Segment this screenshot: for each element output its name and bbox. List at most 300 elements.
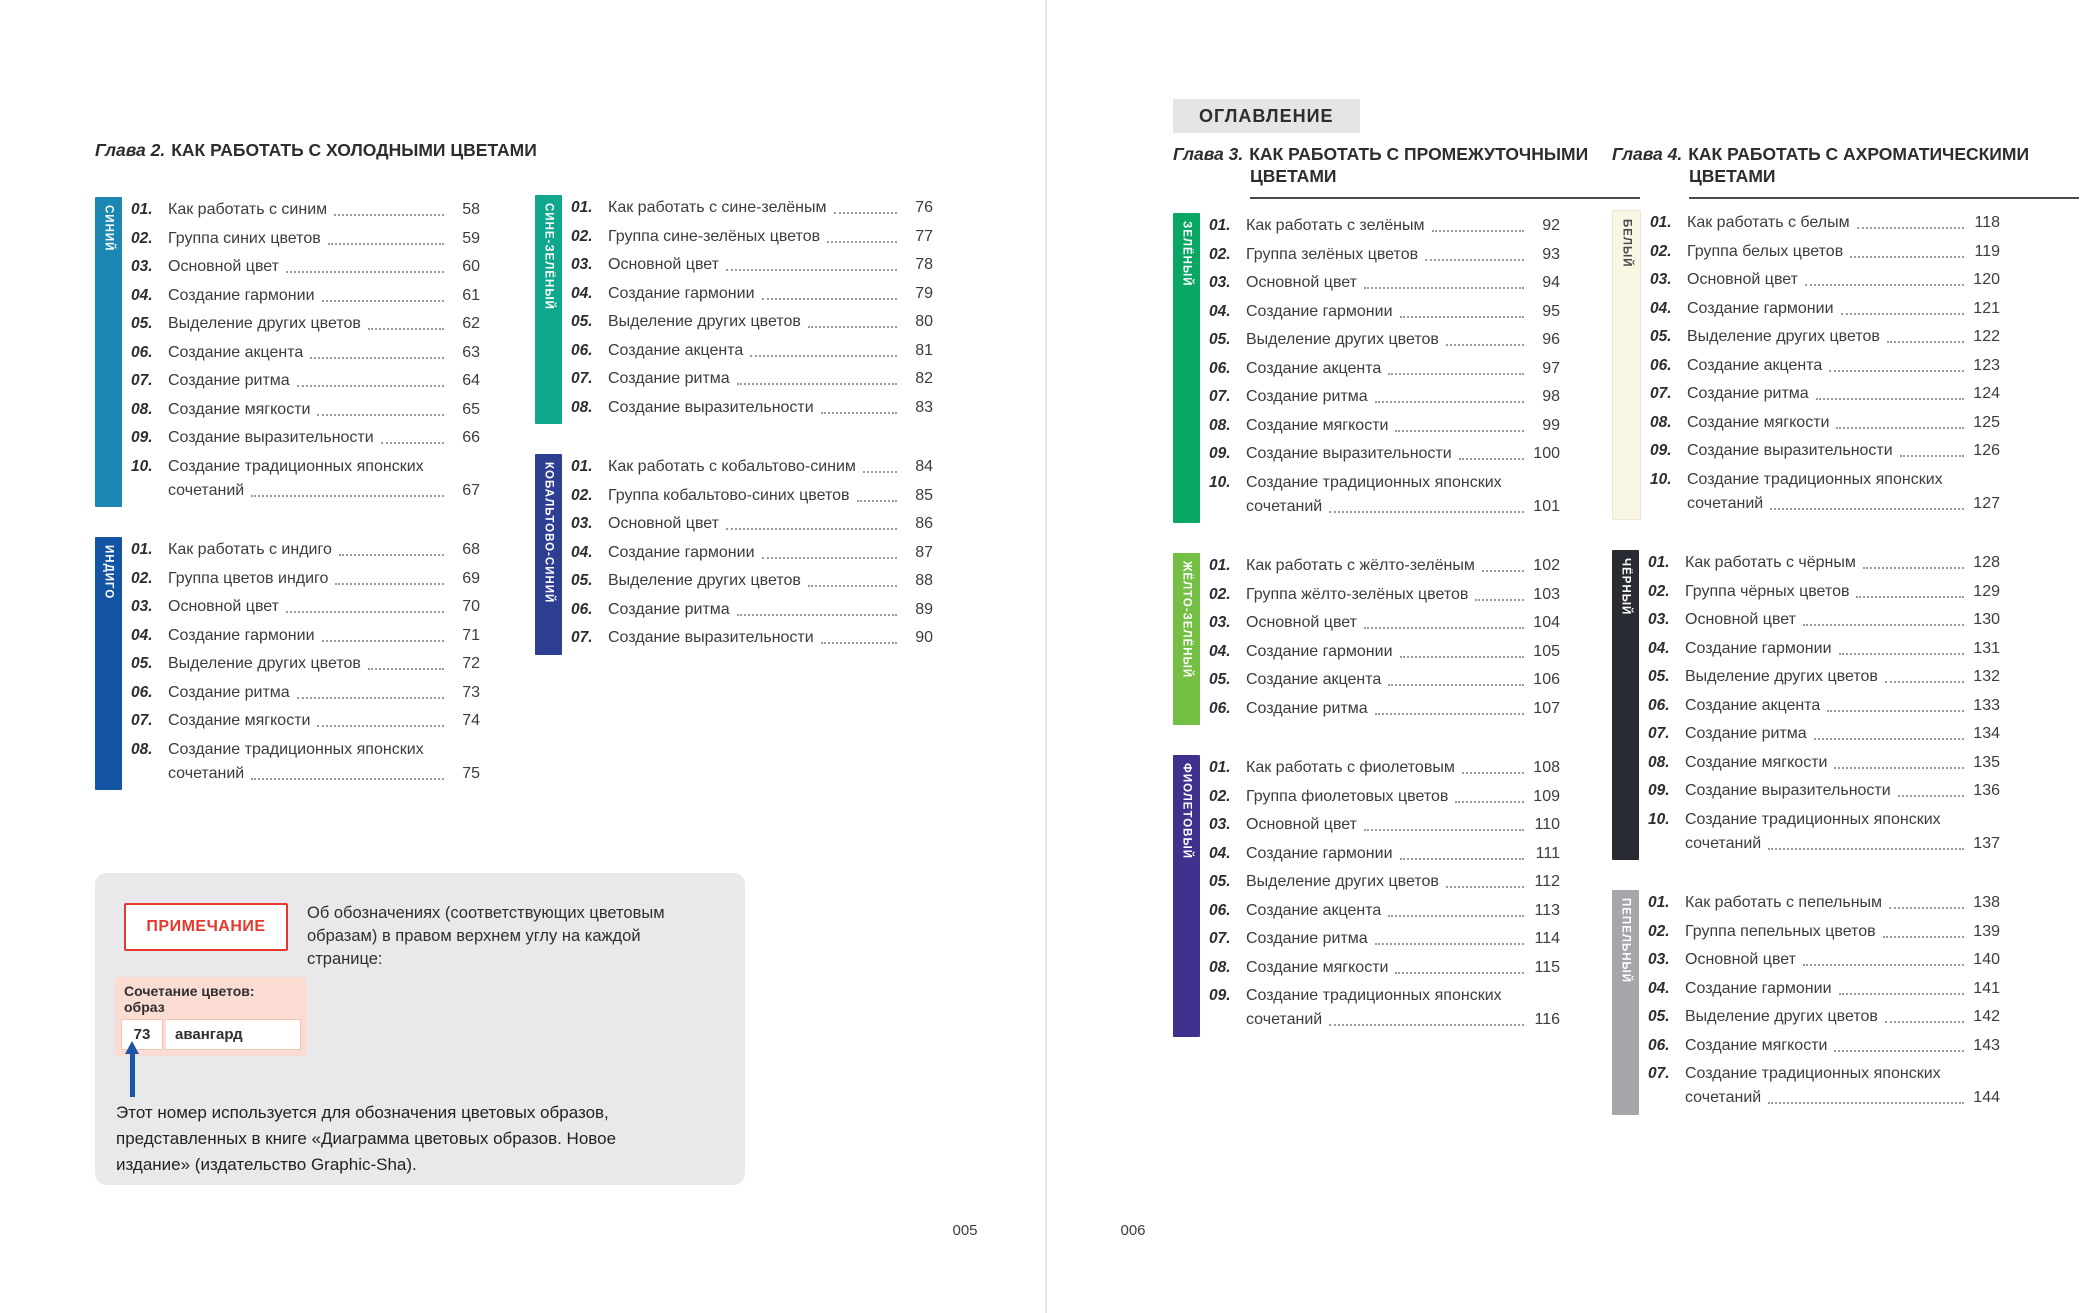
toc-item-text: Создание акцента — [1685, 696, 1821, 714]
toc-item — [1209, 640, 1560, 664]
toc-item-number: 03. — [131, 258, 153, 275]
dot-leader — [1834, 767, 1964, 769]
toc-item-line — [1685, 694, 2000, 718]
dot-leader — [1900, 455, 1964, 457]
toc-item-body — [608, 541, 933, 565]
section-tab-siniy — [95, 197, 122, 507]
toc-item-body — [608, 282, 933, 306]
toc-item-line — [1687, 354, 2000, 378]
toc-item-text: Создание выразительности — [1246, 445, 1452, 462]
toc-item-text: Создание мягкости — [1246, 416, 1389, 434]
toc-item-number: 10. — [1650, 470, 1672, 488]
dot-leader — [737, 614, 897, 616]
dot-leader — [1375, 713, 1524, 715]
dot-leader — [1803, 624, 1964, 626]
toc-section-zhelto-zeleny — [1173, 553, 1560, 725]
toc-item-body — [608, 310, 933, 334]
toc-item-page: 114 — [1534, 930, 1560, 947]
toc-item-page: 136 — [1973, 782, 2000, 799]
dot-leader — [286, 611, 444, 613]
toc-item-number: 04. — [571, 543, 593, 561]
dot-leader — [857, 500, 898, 502]
toc-item-text: Группа чёрных цветов — [1685, 582, 1850, 600]
toc-item-text: Как работать с фиолетовым — [1246, 759, 1455, 776]
toc-item-page: 62 — [462, 315, 480, 332]
toc-item-line — [608, 196, 933, 220]
toc-item — [1648, 1062, 2000, 1110]
toc-item-line — [1687, 411, 2000, 435]
toc-item-body — [1687, 411, 2000, 435]
toc-item — [1650, 211, 2000, 235]
toc-item — [1209, 697, 1560, 721]
toc-item — [571, 310, 933, 334]
toc-item-body — [1685, 891, 2000, 915]
toc-item-text: Основной цвет — [1685, 611, 1796, 628]
toc-item-line — [168, 681, 480, 705]
toc-item-body — [608, 512, 933, 536]
toc-item-number: 03. — [1648, 951, 1670, 968]
toc-item-line2 — [1246, 1008, 1560, 1032]
toc-item-page: 59 — [462, 229, 480, 247]
dot-leader — [834, 212, 897, 214]
dot-leader — [863, 471, 897, 473]
toc-item-page: 134 — [1973, 725, 2000, 742]
toc-item-body — [1687, 382, 2000, 406]
toc-item-number: 05. — [1209, 671, 1231, 688]
note-box — [95, 873, 745, 1185]
toc-item-line — [608, 484, 933, 508]
dot-leader — [251, 778, 444, 780]
toc-item-text: Выделение других цветов — [1685, 1008, 1878, 1025]
toc-item-page: 111 — [1535, 844, 1560, 862]
dot-leader — [821, 642, 897, 644]
toc-item — [571, 225, 933, 249]
section-tab-kobaltovo-siniy — [535, 454, 562, 655]
toc-item — [131, 455, 480, 503]
toc-item-line — [608, 598, 933, 622]
toc-item-page: 138 — [1973, 894, 2000, 911]
sample-text-cell: авангард — [166, 1019, 301, 1050]
toc-item-text: Основной цвет — [1246, 816, 1357, 833]
toc-item-text: Создание выразительности — [1685, 782, 1891, 799]
section-tab-label: ЖЁЛТО-ЗЕЛЁНЫЙ — [1180, 561, 1193, 679]
toc-item-number: 03. — [571, 256, 593, 273]
toc-item-line — [1685, 722, 2000, 746]
toc-item-page: 106 — [1533, 671, 1560, 688]
toc-item-number: 05. — [1650, 328, 1672, 345]
toc-item — [1650, 354, 2000, 378]
toc-item-text: Как работать с синим — [168, 201, 328, 218]
toc-item-line — [608, 225, 933, 249]
toc-item — [1650, 439, 2000, 463]
toc-item-number: 06. — [1650, 356, 1672, 374]
toc-item-page: 127 — [1973, 494, 2000, 512]
toc-item-number: 03. — [571, 515, 593, 532]
toc-item-number: 03. — [1648, 611, 1670, 628]
toc-item-page: 70 — [462, 598, 480, 615]
toc-item-line2 — [1685, 832, 2000, 856]
toc-item-line2 — [168, 479, 480, 503]
toc-item-body — [168, 341, 480, 365]
toc-item — [1209, 870, 1560, 894]
toc-item-body — [1246, 243, 1560, 267]
toc-item-number: 09. — [131, 429, 153, 446]
toc-item-body — [168, 738, 480, 786]
toc-item-line — [1687, 382, 2000, 406]
dot-leader — [1816, 398, 1964, 400]
toc-section-fioletovy — [1173, 755, 1560, 1037]
toc-item-page: 71 — [462, 626, 480, 644]
toc-item — [131, 538, 480, 562]
toc-item-text: Создание акцента — [168, 343, 304, 361]
toc-item-number: 06. — [571, 600, 593, 618]
dot-leader — [1863, 567, 1964, 569]
dot-leader — [297, 697, 444, 699]
toc-item-line — [1687, 211, 2000, 235]
dot-leader — [1459, 458, 1524, 460]
section-tab-label: ИНДИГО — [102, 545, 115, 600]
toc-item-body — [1246, 357, 1560, 381]
toc-item — [1648, 1034, 2000, 1058]
toc-section-sine-zeleny — [535, 195, 933, 424]
toc-item-number: 03. — [1209, 614, 1231, 631]
toc-item-body — [1246, 984, 1560, 1032]
toc-item-number: 04. — [131, 626, 153, 644]
color-combination-sample — [115, 977, 307, 1056]
note-description: Этот номер используется для обозначения цветовых образов, представленных в книге «Диаграмма цветовых образов. Новое издание» (издательство Graphic-Sha). — [116, 1103, 617, 1174]
toc-item-line — [168, 198, 480, 222]
toc-item-number: 04. — [571, 284, 593, 302]
toc-item-text: Как работать с жёлто-зелёным — [1246, 557, 1475, 574]
toc-item-line — [168, 624, 480, 648]
toc-item-number: 01. — [131, 541, 153, 558]
toc-item-page: 137 — [1973, 834, 2000, 852]
toc-item-line — [168, 312, 480, 336]
dot-leader — [1827, 710, 1964, 712]
toc-item-text: Как работать с белым — [1687, 214, 1850, 231]
toc-item-text: Создание выразительности — [608, 398, 814, 416]
toc-item-body — [1687, 439, 2000, 463]
dot-leader — [1388, 373, 1524, 375]
toc-item-number: 08. — [131, 740, 153, 758]
toc-item-text2: сочетаний — [1246, 497, 1323, 515]
toc-item-page: 87 — [915, 543, 933, 561]
toc-item-text: Выделение других цветов — [168, 655, 361, 672]
toc-item-text: Создание гармонии — [1246, 642, 1393, 660]
toc-item-text: Создание мягкости — [168, 712, 311, 729]
chapter4-title — [1612, 143, 2079, 199]
toc-item-line — [1246, 471, 1560, 495]
toc-item-page: 109 — [1533, 787, 1560, 805]
toc-item-body — [168, 567, 480, 591]
toc-item — [1650, 268, 2000, 292]
toc-item — [1209, 668, 1560, 692]
toc-item-body — [1246, 756, 1560, 780]
toc-item — [1648, 637, 2000, 661]
toc-item-number: 02. — [1209, 585, 1231, 603]
toc-item — [1648, 1005, 2000, 1029]
up-arrow-icon — [125, 1041, 140, 1097]
toc-item-line — [1246, 899, 1560, 923]
toc-item-page: 108 — [1533, 759, 1560, 776]
toc-item-page: 121 — [1973, 299, 2000, 317]
toc-item-body — [1685, 665, 2000, 689]
toc-item-text: Группа синих цветов — [168, 229, 321, 247]
section-items — [1648, 890, 2000, 1115]
toc-item-number: 03. — [1209, 816, 1231, 833]
toc-item — [1650, 382, 2000, 406]
toc-item-line2 — [1687, 492, 2000, 516]
dot-leader — [1850, 256, 1964, 258]
toc-item-line — [1246, 554, 1560, 578]
toc-item-body — [168, 681, 480, 705]
dot-leader — [322, 640, 445, 642]
dot-leader — [762, 557, 898, 559]
dot-leader — [381, 442, 444, 444]
dot-leader — [1834, 1050, 1964, 1052]
toc-item-page: 128 — [1973, 554, 2000, 571]
dot-leader — [251, 495, 444, 497]
toc-item-line — [168, 595, 480, 619]
dot-leader — [1400, 656, 1525, 658]
toc-item-body — [1685, 580, 2000, 604]
toc-item-line — [1246, 414, 1560, 438]
section-tab-pepelny — [1612, 890, 1639, 1115]
toc-item-line — [1685, 580, 2000, 604]
toc-item-number: 06. — [131, 343, 153, 361]
toc-item-text: Как работать с сине-зелёным — [608, 199, 827, 216]
toc-item — [1209, 984, 1560, 1032]
toc-item-number: 04. — [1209, 844, 1231, 862]
toc-item-body — [1246, 899, 1560, 923]
toc-item-line — [1246, 640, 1560, 664]
dot-leader — [339, 554, 444, 556]
toc-item-page: 133 — [1973, 696, 2000, 714]
toc-item-line — [1685, 977, 2000, 1001]
toc-item-text: Создание традиционных японских — [1687, 470, 1943, 488]
chapter4-rule — [1689, 197, 2079, 199]
toc-item-page: 124 — [1973, 385, 2000, 402]
toc-item — [571, 455, 933, 479]
dot-leader — [1885, 681, 1964, 683]
toc-item-page: 140 — [1973, 951, 2000, 968]
toc-item-number: 07. — [1209, 930, 1231, 947]
toc-item-line — [168, 255, 480, 279]
toc-item-text: Создание акцента — [1246, 901, 1382, 919]
toc-item-text2: сочетаний — [168, 764, 245, 782]
section-tab-sine-zeleny — [535, 195, 562, 424]
toc-item-line — [1687, 240, 2000, 264]
toc-item — [1648, 779, 2000, 803]
toc-item-page: 60 — [462, 258, 480, 275]
toc-item — [1648, 580, 2000, 604]
toc-item-page: 58 — [462, 201, 480, 218]
toc-item-page: 144 — [1973, 1089, 2000, 1106]
toc-item-page: 79 — [915, 284, 933, 302]
toc-item-text: Создание традиционных японских — [1685, 1065, 1941, 1082]
toc-item-body — [1687, 468, 2000, 516]
toc-item-text: Группа белых цветов — [1687, 242, 1844, 260]
toc-item-page: 104 — [1533, 614, 1560, 631]
toc-item-number: 04. — [1648, 639, 1670, 657]
toc-item-number: 04. — [1209, 302, 1231, 320]
toc-item-text: Создание акцента — [1246, 359, 1382, 377]
toc-item-line — [1246, 956, 1560, 980]
page-spine-divider — [1045, 0, 1047, 1313]
sample-number-cell: 73 — [121, 1019, 163, 1050]
toc-item-line — [608, 455, 933, 479]
chapter3-label: Глава 3. — [1173, 144, 1244, 164]
dot-leader — [1887, 341, 1964, 343]
toc-item-text: Группа фиолетовых цветов — [1246, 787, 1449, 805]
dot-leader — [1836, 427, 1964, 429]
toc-item-page: 80 — [915, 313, 933, 330]
toc-item — [1209, 927, 1560, 951]
toc-item-text: Создание ритма — [608, 370, 730, 387]
toc-item-number: 08. — [131, 400, 153, 418]
dot-leader — [1839, 993, 1965, 995]
toc-item-text: Создание выразительности — [1687, 442, 1893, 459]
toc-item-page: 132 — [1973, 668, 2000, 685]
toc-item-page: 123 — [1973, 356, 2000, 374]
section-tab-zeleny — [1173, 213, 1200, 523]
toc-item-body — [1246, 385, 1560, 409]
toc-item — [571, 541, 933, 565]
toc-item — [1650, 325, 2000, 349]
dot-leader — [1395, 430, 1524, 432]
chapter4-name: КАК РАБОТАТЬ С АХРОМАТИЧЕСКИМИ ЦВЕТАМИ — [1688, 144, 2030, 186]
toc-item — [1209, 471, 1560, 519]
toc-item-number: 01. — [571, 199, 593, 216]
toc-item-body — [1246, 842, 1560, 866]
toc-item-page: 75 — [462, 764, 480, 782]
section-tab-fioletovy — [1173, 755, 1200, 1037]
toc-item — [571, 339, 933, 363]
dot-leader — [737, 383, 897, 385]
toc-item-number: 07. — [131, 372, 153, 389]
toc-item-text: Основной цвет — [608, 515, 719, 532]
toc-item — [131, 398, 480, 422]
toc-item-page: 88 — [915, 572, 933, 589]
toc-item — [1209, 214, 1560, 238]
toc-item-text: Группа кобальтово-синих цветов — [608, 486, 850, 504]
toc-item-line — [1687, 325, 2000, 349]
toc-item-number: 01. — [131, 201, 153, 218]
toc-item-number: 01. — [571, 458, 593, 475]
toc-item-body — [168, 455, 480, 503]
toc-item-line — [1246, 697, 1560, 721]
toc-item-number: 09. — [1209, 445, 1231, 462]
dot-leader — [297, 385, 444, 387]
toc-item-line — [168, 455, 480, 479]
toc-item — [131, 255, 480, 279]
dot-leader — [1482, 570, 1524, 572]
toc-item-text: Создание традиционных японских — [1685, 810, 1941, 828]
toc-item — [131, 567, 480, 591]
toc-item-number: 07. — [1209, 388, 1231, 405]
dot-leader — [1388, 915, 1524, 917]
toc-item-body — [1246, 813, 1560, 837]
toc-item-text: Создание гармонии — [1246, 844, 1393, 862]
toc-item-number: 05. — [571, 313, 593, 330]
page-number-right: 006 — [1120, 1222, 1146, 1239]
toc-item — [1209, 583, 1560, 607]
toc-section-cherny — [1612, 550, 2000, 860]
toc-item-number: 05. — [1209, 331, 1231, 348]
toc-item-number: 06. — [1648, 1036, 1670, 1054]
dot-leader — [1329, 511, 1524, 513]
section-tab-cherny — [1612, 550, 1639, 860]
toc-item-text: Создание гармонии — [1685, 639, 1832, 657]
toc-item-body — [1685, 751, 2000, 775]
toc-item — [1648, 948, 2000, 972]
toc-item-number: 10. — [1648, 810, 1670, 828]
toc-item-text: Как работать с чёрным — [1685, 554, 1856, 571]
dot-leader — [1455, 801, 1524, 803]
chapter4-column — [1612, 210, 2000, 1145]
toc-item-body — [168, 198, 480, 222]
toc-item-body — [168, 398, 480, 422]
toc-item-text: Группа цветов индиго — [168, 569, 329, 587]
toc-item-line — [1246, 756, 1560, 780]
dot-leader — [334, 214, 444, 216]
toc-item-line — [608, 512, 933, 536]
toc-item-body — [1687, 325, 2000, 349]
toc-item-number: 07. — [571, 629, 593, 646]
toc-item-text: Создание традиционных японских — [1246, 987, 1502, 1004]
toc-item-number: 02. — [571, 486, 593, 504]
toc-item-text: Создание мягкости — [168, 400, 311, 418]
toc-item-body — [1246, 927, 1560, 951]
toc-item-number: 07. — [571, 370, 593, 387]
toc-item — [131, 284, 480, 308]
toc-item-page: 95 — [1542, 302, 1560, 320]
toc-section-zeleny — [1173, 213, 1560, 523]
dot-leader — [1375, 943, 1524, 945]
toc-item-body — [1685, 779, 2000, 803]
toc-item-body — [1685, 920, 2000, 944]
toc-item-body — [168, 255, 480, 279]
toc-item — [571, 253, 933, 277]
toc-item-number: 06. — [1209, 901, 1231, 919]
chapter3-name: КАК РАБОТАТЬ С ПРОМЕЖУТОЧНЫМИ ЦВЕТАМИ — [1249, 144, 1589, 186]
chapter3-title — [1173, 143, 1640, 199]
toc-item-body — [1246, 271, 1560, 295]
toc-item-text: Выделение других цветов — [1246, 873, 1439, 890]
toc-item — [1648, 808, 2000, 856]
dot-leader — [1856, 596, 1964, 598]
dot-leader — [310, 357, 444, 359]
toc-item-body — [168, 227, 480, 251]
toc-item — [1209, 813, 1560, 837]
section-items — [571, 454, 933, 655]
toc-item-text: Как работать с зелёным — [1246, 217, 1425, 234]
toc-item-body — [1246, 554, 1560, 578]
toc-item-body — [1246, 583, 1560, 607]
toc-item-number: 02. — [131, 229, 153, 247]
toc-item — [1650, 240, 2000, 264]
toc-item-line — [1246, 611, 1560, 635]
toc-item — [131, 341, 480, 365]
toc-item-text: Создание акцента — [1687, 356, 1823, 374]
toc-item-line — [1246, 984, 1560, 1008]
page-number-left: 005 — [952, 1222, 978, 1239]
toc-item-number: 05. — [1648, 668, 1670, 685]
toc-item-number: 01. — [1209, 759, 1231, 776]
toc-item-body — [608, 253, 933, 277]
toc-item-page: 76 — [915, 199, 933, 216]
toc-item-page: 125 — [1973, 413, 2000, 431]
